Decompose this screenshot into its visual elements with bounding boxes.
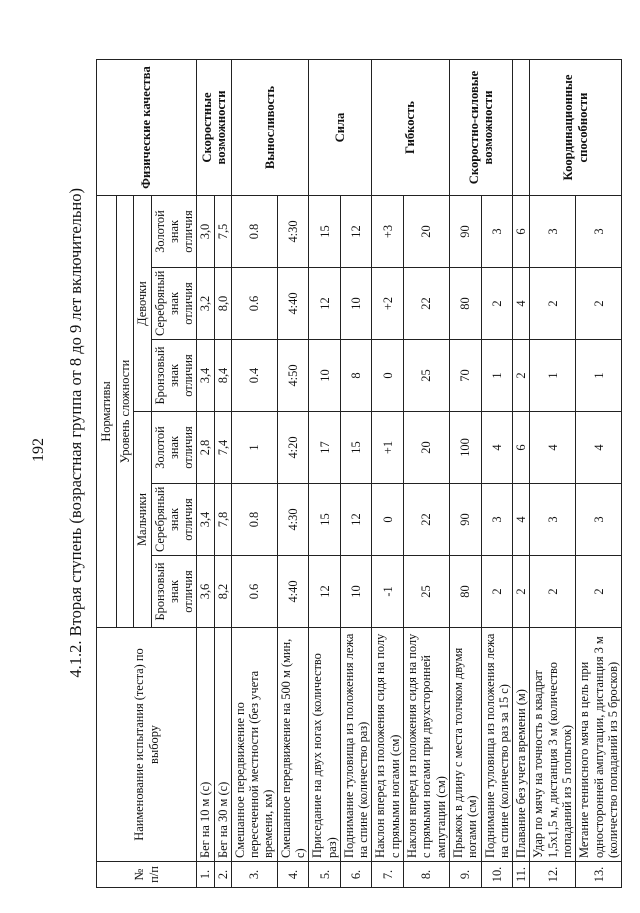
row-value: 8,2: [214, 556, 231, 628]
row-value: 2: [513, 340, 530, 412]
row-value: 0.6: [231, 556, 277, 628]
row-value: 80: [449, 556, 481, 628]
row-value: 2: [513, 556, 530, 628]
row-name: Прыжок в длину с места толчком двумя ногами (см): [449, 628, 481, 862]
row-value: 4: [530, 412, 576, 484]
row-value: 1: [231, 412, 277, 484]
quality-coordination: Координационные способности: [530, 60, 622, 196]
row-value: 0.8: [231, 484, 277, 556]
row-value: 3,4: [197, 484, 214, 556]
row-name: Смешанное передвижение по пересеченной местности (без учета времени, км): [231, 628, 277, 862]
row-name: Поднимание туловища из положения лежа на спине (количество раз): [340, 628, 372, 862]
row-value: 1: [481, 340, 513, 412]
row-value: 4:40: [277, 556, 309, 628]
row-value: 7,8: [214, 484, 231, 556]
row-value: 4:40: [277, 268, 309, 340]
row-value: 4: [513, 268, 530, 340]
row-num: 3.: [231, 862, 277, 888]
row-value: 2,8: [197, 412, 214, 484]
row-value: +1: [372, 412, 404, 484]
row-value: 3,0: [197, 196, 214, 268]
quality-empty: [513, 60, 530, 196]
row-value: 20: [403, 196, 449, 268]
header-difficulty: Уровень сложности: [117, 196, 134, 628]
row-value: +3: [372, 196, 404, 268]
header-level-girls-bronze: Бронзовый знак отличия: [151, 340, 197, 412]
row-value: 22: [403, 268, 449, 340]
row-value: -1: [372, 556, 404, 628]
row-value: 0: [372, 484, 404, 556]
rotated-table: [96, 60, 620, 888]
header-level-girls-gold: Золотой знак отличия: [151, 196, 197, 268]
row-value: 12: [309, 556, 341, 628]
row-value: 3: [481, 484, 513, 556]
row-value: 3: [530, 196, 576, 268]
row-value: 90: [449, 484, 481, 556]
row-value: 2: [530, 556, 576, 628]
row-num: 2.: [214, 862, 231, 888]
header-norms: Нормативы: [97, 196, 117, 628]
quality-speed-strength: Скоростно-силовые возможности: [449, 60, 512, 196]
row-value: 3,6: [197, 556, 214, 628]
row-value: 6: [513, 196, 530, 268]
row-value: 12: [340, 196, 372, 268]
row-value: 1: [530, 340, 576, 412]
row-value: 3: [481, 196, 513, 268]
row-value: 4: [481, 412, 513, 484]
quality-speed: Скоростные возможности: [197, 60, 232, 196]
row-value: 0: [372, 340, 404, 412]
table-row: [309, 60, 341, 888]
header-level-boys-gold: Золотой знак отличия: [151, 412, 197, 484]
table-area: [96, 60, 620, 888]
header-level-boys-silver: Серебряный знак отличия: [151, 484, 197, 556]
row-num: 10.: [481, 862, 513, 888]
row-value: 2: [576, 268, 622, 340]
row-value: 0.6: [231, 268, 277, 340]
row-value: 3: [530, 484, 576, 556]
row-num: 9.: [449, 862, 481, 888]
row-value: 1: [576, 340, 622, 412]
row-value: 2: [530, 268, 576, 340]
row-value: 17: [309, 412, 341, 484]
quality-endurance: Выносливость: [231, 60, 309, 196]
row-value: 3: [576, 196, 622, 268]
header-boys: Мальчики: [134, 412, 151, 628]
row-value: 0.8: [231, 196, 277, 268]
row-value: 6: [513, 412, 530, 484]
row-value: 15: [309, 484, 341, 556]
row-value: 90: [449, 196, 481, 268]
row-value: 4:50: [277, 340, 309, 412]
row-value: 4: [513, 484, 530, 556]
row-num: 1.: [197, 862, 214, 888]
row-num: 8.: [403, 862, 449, 888]
row-value: 8,0: [214, 268, 231, 340]
row-name: Удар по мячу на точность в квадрат 1,5х1,5 м, дистанция 3 м (количество попаданий из 5 попыток): [530, 628, 576, 862]
row-value: 15: [309, 196, 341, 268]
row-name: Бег на 30 м (с): [214, 628, 231, 862]
row-value: 4:30: [277, 484, 309, 556]
row-value: 10: [340, 268, 372, 340]
row-num: 7.: [372, 862, 404, 888]
page-number-text: 192: [30, 438, 47, 462]
row-value: 7,4: [214, 412, 231, 484]
row-value: 70: [449, 340, 481, 412]
row-value: 4:20: [277, 412, 309, 484]
row-num: 13.: [576, 862, 622, 888]
page-number: [0, 8, 60, 913]
row-value: 100: [449, 412, 481, 484]
row-num: 12.: [530, 862, 576, 888]
row-value: 10: [340, 556, 372, 628]
row-value: 2: [481, 556, 513, 628]
row-name: Плавание без учета времени (м): [513, 628, 530, 862]
row-value: +2: [372, 268, 404, 340]
row-value: 20: [403, 412, 449, 484]
header-num: № п/п: [97, 862, 197, 888]
row-num: 6.: [340, 862, 372, 888]
row-value: 3: [576, 484, 622, 556]
table-row: [197, 60, 214, 888]
quality-strength: Сила: [309, 60, 372, 196]
row-name: Наклон вперед из положения сидя на полу с прямыми ногами (см): [372, 628, 404, 862]
row-value: 2: [481, 268, 513, 340]
row-value: 0.4: [231, 340, 277, 412]
row-value: 3,4: [197, 340, 214, 412]
header-quality: Физические качества: [97, 60, 197, 196]
row-value: 4: [576, 412, 622, 484]
row-name: Метание теннисного мяча в цель при односторонней ампутации, дистанция 3 м (количество попаданий из 5 бросков): [576, 628, 622, 862]
table-row: [449, 60, 481, 888]
row-num: 5.: [309, 862, 341, 888]
row-value: 8: [340, 340, 372, 412]
row-name: Наклон вперед из положения сидя на полу с прямыми ногами при двухсторонней ампутации (см): [403, 628, 449, 862]
row-name: Приседание на двух ногах (количество раз): [309, 628, 341, 862]
row-value: 10: [309, 340, 341, 412]
table-row: [372, 60, 404, 888]
row-num: 11.: [513, 862, 530, 888]
table-row: [231, 60, 277, 888]
row-value: 80: [449, 268, 481, 340]
section-heading: [56, 0, 96, 905]
row-value: 7,5: [214, 196, 231, 268]
row-num: 4.: [277, 862, 309, 888]
quality-flexibility: Гибкость: [372, 60, 450, 196]
header-girls: Девочки: [134, 196, 151, 412]
row-name: Бег на 10 м (с): [197, 628, 214, 862]
section-heading-text: 4.1.2. Вторая ступень (возрастная группа от 8 до 9 лет включительно): [66, 188, 85, 678]
header-level-boys-bronze: Бронзовый знак отличия: [151, 556, 197, 628]
row-value: 25: [403, 556, 449, 628]
row-value: 8,4: [214, 340, 231, 412]
row-value: 12: [340, 484, 372, 556]
row-value: 3,2: [197, 268, 214, 340]
table-row: [530, 60, 576, 888]
row-name: Смешанное передвижение на 500 м (мин, с): [277, 628, 309, 862]
row-value: 15: [340, 412, 372, 484]
row-name: Поднимание туловища из положения лежа на спине (количество раз за 15 с): [481, 628, 513, 862]
norms-table: [96, 59, 622, 888]
row-value: 25: [403, 340, 449, 412]
table-body: [197, 60, 622, 888]
header-name: Наименование испытания (теста) по выбору: [97, 628, 197, 862]
header-level-girls-silver: Серебряный знак отличия: [151, 268, 197, 340]
table-row: [513, 60, 530, 888]
row-value: 22: [403, 484, 449, 556]
row-value: 4:30: [277, 196, 309, 268]
row-value: 2: [576, 556, 622, 628]
row-value: 12: [309, 268, 341, 340]
